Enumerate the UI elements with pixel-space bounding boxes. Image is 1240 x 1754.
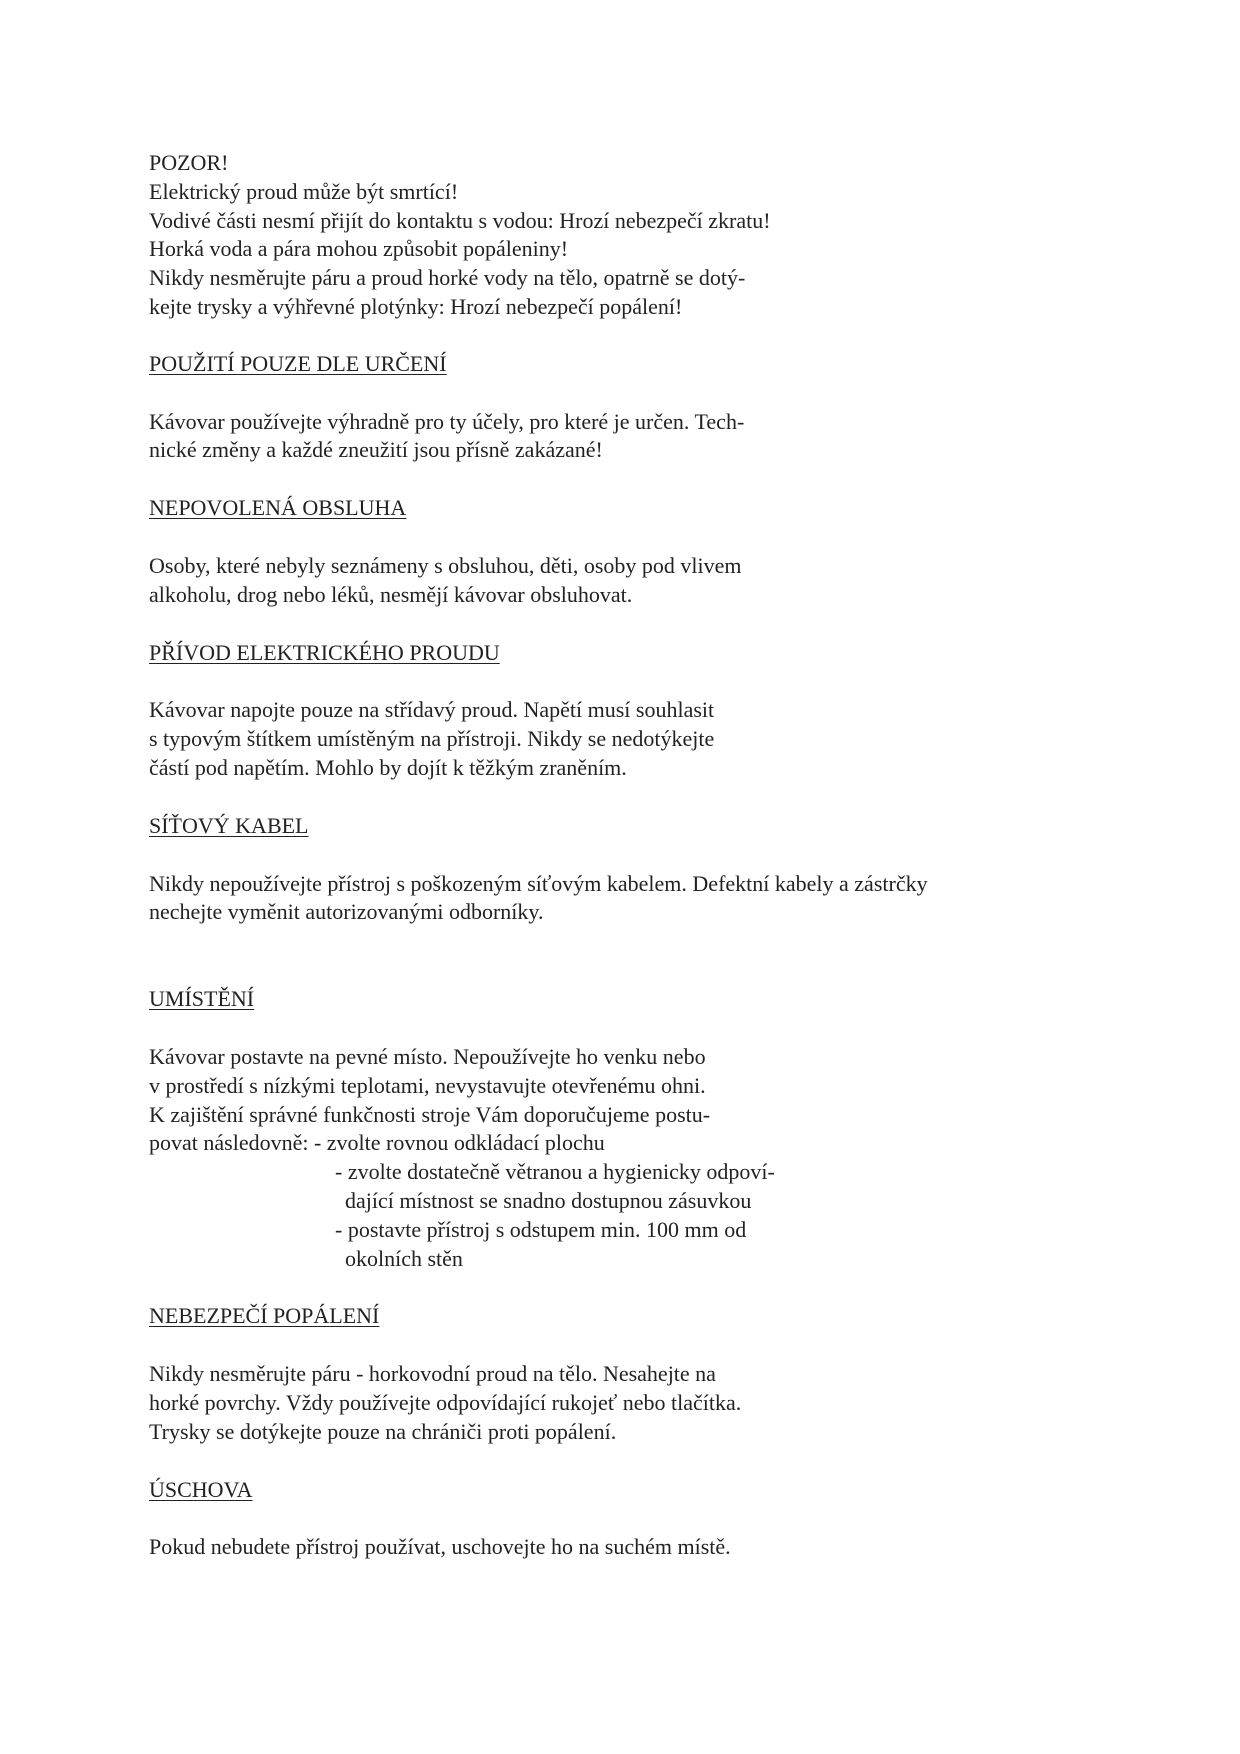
list-item-continuation: dající místnost se snadno dostupnou zásuvkou <box>345 1187 752 1213</box>
section-line: Pokud nebudete přístroj používat, uschovejte ho na suchém místě. <box>149 1534 731 1560</box>
section-heading: PŘÍVOD ELEKTRICKÉHO PROUDU <box>149 639 500 665</box>
section-placement <box>149 985 1149 1273</box>
section-heading: NEBEZPEČÍ POPÁLENÍ <box>149 1303 380 1329</box>
warning-title: POZOR! <box>149 150 229 175</box>
list-item: - postavte přístroj s odstupem min. 100 mm od <box>335 1216 747 1242</box>
section-unauthorized-operation <box>149 494 1149 609</box>
section-line: Osoby, které nebyly seznámeny s obsluhou, děti, osoby pod vlivem <box>149 552 742 578</box>
section-line: částí pod napětím. Mohlo by dojít k těžkým zraněním. <box>149 754 627 780</box>
section-power-cable <box>149 812 1149 927</box>
section-storage <box>149 1476 1149 1563</box>
section-heading: SÍŤOVÝ KABEL <box>149 812 309 838</box>
list-item-continuation: okolních stěn <box>345 1245 463 1271</box>
section-power-supply <box>149 639 1149 783</box>
section-line: povat následovně: - zvolte rovnou odkládací plochu <box>149 1130 605 1156</box>
section-line: K zajištění správné funkčnosti stroje Vám doporučujeme postu- <box>149 1101 711 1127</box>
section-line: nické změny a každé zneužití jsou přísně zakázané! <box>149 437 603 463</box>
section-line: s typovým štítkem umístěným na přístroji. Nikdy se nedotýkejte <box>149 726 715 752</box>
section-line: nechejte vyměnit autorizovanými odborníky. <box>149 899 544 925</box>
warning-line: Elektrický proud může být smrtící! <box>149 178 459 204</box>
section-line: Kávovar používejte výhradně pro ty účely, pro které je určen. Tech- <box>149 408 745 434</box>
list-item: - zvolte dostatečně větranou a hygienicky odpoví- <box>335 1159 775 1185</box>
warning-block <box>149 149 1149 322</box>
section-line: Nikdy nepoužívejte přístroj s poškozeným síťovým kabelem. Defektní kabely a zástrčky <box>149 870 928 896</box>
warning-line: Vodivé části nesmí přijít do kontaktu s vodou: Hrozí nebezpečí zkratu! <box>149 207 771 233</box>
section-line: Trysky se dotýkejte pouze na chrániči proti popálení. <box>149 1418 617 1444</box>
warning-line: Horká voda a pára mohou způsobit popáleniny! <box>149 236 569 262</box>
section-heading: ÚSCHOVA <box>149 1476 253 1502</box>
section-line: alkoholu, drog nebo léků, nesmějí kávovar obsluhovat. <box>149 581 633 607</box>
section-heading: UMÍSTĚNÍ <box>149 986 255 1012</box>
section-heading: POUŽITÍ POUZE DLE URČENÍ <box>149 350 447 376</box>
warning-line: kejte trysky a výhřevné plotýnky: Hrozí nebezpečí popálení! <box>149 293 683 319</box>
section-line: Nikdy nesměrujte páru - horkovodní proud na tělo. Nesahejte na <box>149 1361 716 1387</box>
section-line: Kávovar postavte na pevné místo. Nepoužívejte ho venku nebo <box>149 1043 706 1069</box>
warning-line: Nikdy nesměrujte páru a proud horké vody na tělo, opatrně se dotý- <box>149 265 746 291</box>
section-line: v prostředí s nízkými teplotami, nevystavujte otevřenému ohni. <box>149 1072 706 1098</box>
section-line: horké povrchy. Vždy používejte odpovídající rukojeť nebo tlačítka. <box>149 1389 742 1415</box>
section-intended-use <box>149 350 1149 465</box>
document-page <box>149 149 1149 1562</box>
section-burn-hazard <box>149 1302 1149 1446</box>
section-heading: NEPOVOLENÁ OBSLUHA <box>149 495 407 521</box>
section-line: Kávovar napojte pouze na střídavý proud. Napětí musí souhlasit <box>149 697 715 723</box>
